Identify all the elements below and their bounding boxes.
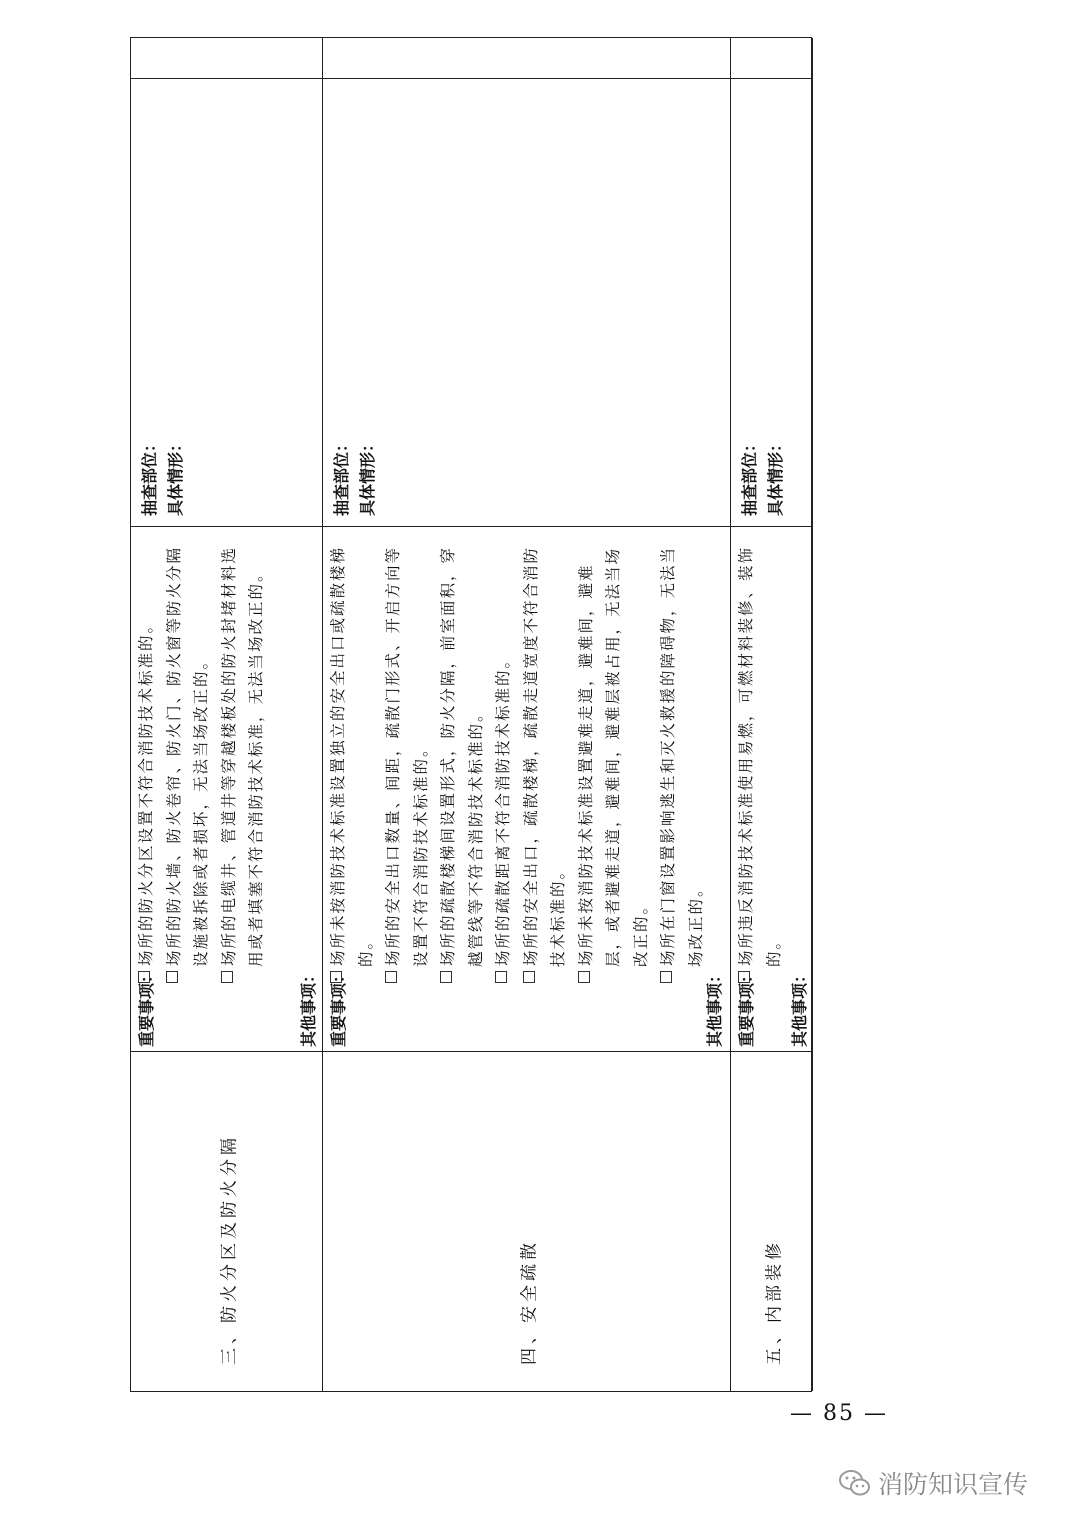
wechat-icon: [838, 1468, 872, 1498]
items-cell: [731, 526, 812, 1051]
list-item: 场所在门窗设置影响逃生和灭火救援的障碍物，无法当场改正的。: [655, 531, 710, 983]
list-item: 场所的疏散楼梯间设置形式，防火分隔，前室面积，穿越管线等不符合消防技术标准的。: [435, 531, 490, 983]
important-label: 重要事项：: [737, 966, 756, 1047]
checkbox-icon[interactable]: [578, 971, 590, 983]
table-end-divider: [131, 78, 811, 79]
check-cell: [323, 38, 730, 526]
checkbox-icon[interactable]: [523, 971, 535, 983]
checkbox-icon[interactable]: [330, 971, 342, 983]
table-row: [731, 38, 813, 1391]
list-item: 场所的防火分区设置不符合消防技术标准的。: [133, 531, 161, 983]
items-cell: [323, 526, 730, 1051]
checkbox-icon[interactable]: [495, 971, 507, 983]
watermark: [838, 1465, 1028, 1501]
important-items: [325, 531, 710, 983]
category-cell: [131, 1051, 322, 1391]
other-block: [786, 531, 815, 1047]
list-item: 场所的安全出口，疏散楼梯，疏散走道宽度不符合消防技术标准的。: [518, 531, 573, 983]
check-location-label: 抽查部位：: [332, 435, 351, 516]
important-block: [325, 531, 710, 1047]
other-block: [295, 531, 324, 1047]
items-cell: [131, 526, 322, 1051]
category-cell: [731, 1051, 812, 1391]
check-cell: [731, 38, 812, 526]
checkbox-icon[interactable]: [166, 971, 178, 983]
other-label: 其他事项：: [790, 966, 809, 1047]
situation-label: 具体情形：: [358, 435, 377, 516]
checkbox-icon[interactable]: [221, 971, 233, 983]
page-number: — 85 —: [790, 1401, 888, 1426]
check-location-label: 抽查部位：: [140, 435, 159, 516]
important-items: [133, 531, 271, 983]
other-label: 其他事项：: [299, 966, 318, 1047]
inspection-table: [130, 37, 812, 1392]
category-cell: [323, 1051, 730, 1391]
checkbox-icon[interactable]: [440, 971, 452, 983]
watermark-text: 消防知识宣传: [878, 1470, 1029, 1499]
important-label: 重要事项：: [137, 966, 156, 1047]
table-row: [131, 38, 323, 1391]
important-label: 重要事项：: [329, 966, 348, 1047]
important-block: [733, 531, 788, 1047]
list-item: 场所违反消防技术标准使用易燃，可燃材料装修、装饰的。: [733, 531, 788, 983]
category-label: 五、内部装修: [764, 1239, 784, 1365]
other-block: [701, 531, 730, 1047]
list-item: 场所的电缆井、管道井等穿越楼板处的防火封堵材料选用或者填塞不符合消防技术标准，无法当场改正的。: [216, 531, 271, 983]
list-item: 场所未按消防技术标准设置避难走道，避难间，避难层，或者避难走道，避难间，避难层被占用，无法当场改正的。: [573, 531, 656, 983]
checkbox-icon[interactable]: [385, 971, 397, 983]
situation-label: 具体情形：: [166, 435, 185, 516]
list-item: 场所的疏散距离不符合消防技术标准的。: [490, 531, 518, 983]
category-label: 三、防火分区及防火分隔: [219, 1134, 239, 1365]
important-block: [133, 531, 271, 1047]
checkbox-icon[interactable]: [738, 971, 750, 983]
list-item: 场所未按消防技术标准设置独立的安全出口或疏散楼梯的。: [325, 531, 380, 983]
category-label: 四、安全疏散: [519, 1239, 539, 1365]
list-item: 场所的安全出口数量、间距，疏散门形式、开启方向等设置不符合消防技术标准的。: [380, 531, 435, 983]
list-item: 场所的防火墙、防火卷帘、防火门、防火窗等防火分隔设施被拆除或者损坏，无法当场改正的。: [161, 531, 216, 983]
important-items: [733, 531, 788, 983]
checkbox-icon[interactable]: [138, 971, 150, 983]
inspection-table-rotated: [130, 37, 812, 1392]
table-row: [323, 38, 731, 1391]
situation-label: 具体情形：: [766, 435, 785, 516]
check-location-label: 抽查部位：: [740, 435, 759, 516]
other-label: 其他事项：: [705, 966, 724, 1047]
check-cell: [131, 38, 322, 526]
checkbox-icon[interactable]: [660, 971, 672, 983]
